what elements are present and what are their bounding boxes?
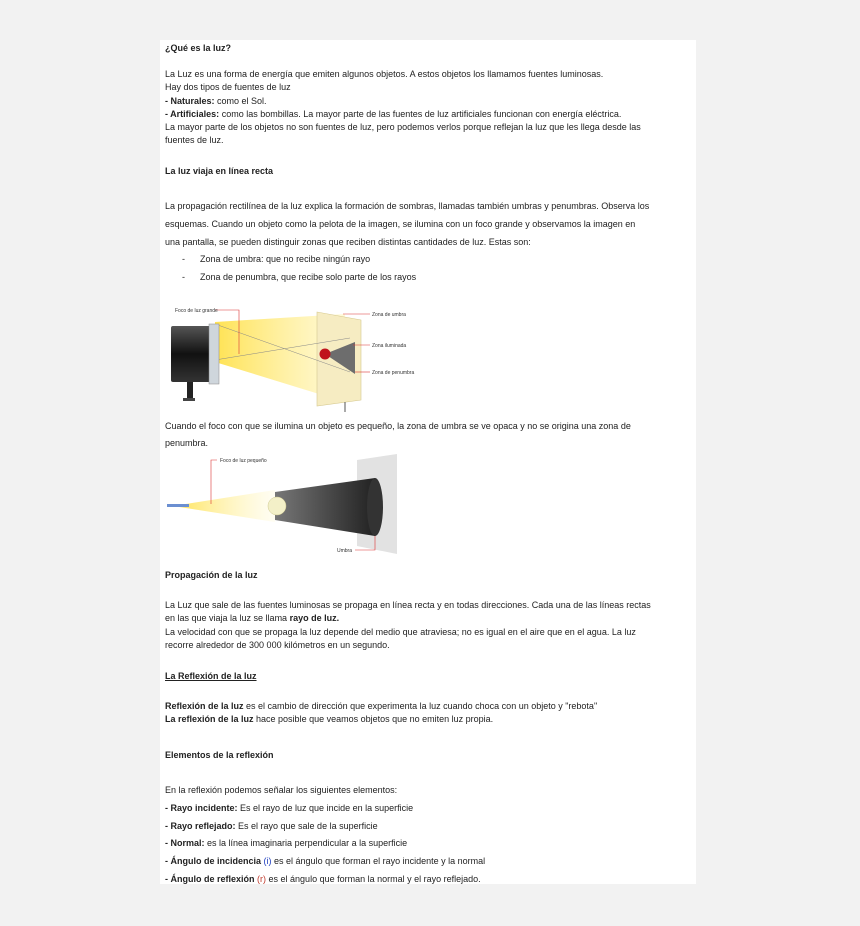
angulo-reflexion-symbol: (r) <box>257 874 267 884</box>
naturales-line <box>165 96 267 107</box>
label-foco-pequeno: Foco de luz pequeño <box>220 458 267 464</box>
heading-propagacion: Propagación de la luz <box>165 570 258 580</box>
page-title: ¿Qué es la luz? <box>165 43 232 53</box>
intro-types: Hay dos tipos de fuentes de luz <box>165 82 291 92</box>
artificiales-line <box>165 109 621 120</box>
intro-paragraph-3a: La mayor parte de los objetos no son fuentes de luz, pero podemos verlos porque reflejan la luz que les llega desde las <box>165 122 641 132</box>
small-lamp <box>167 504 189 507</box>
rayo-de-luz-term: rayo de luz. <box>289 613 340 623</box>
heading-elementos: Elementos de la reflexión <box>165 750 274 760</box>
reflexion-paragraph-1 <box>165 701 597 712</box>
normal-term: - Normal: <box>165 838 205 848</box>
elemento-angulo-reflexion <box>165 874 481 884</box>
document-page <box>160 40 696 884</box>
bullet-mark-2: - <box>182 272 185 282</box>
angulo-reflexion-term: - Ángulo de reflexión <box>165 874 255 884</box>
elemento-angulo-incidencia <box>165 856 485 867</box>
propagacion-paragraph-2 <box>165 613 339 624</box>
small-source-paragraph-2: penumbra. <box>165 438 209 448</box>
reflexion-paragraph-2 <box>165 714 493 725</box>
ball <box>320 349 331 360</box>
figure-large-light-source <box>165 302 425 414</box>
bullet-mark-1: - <box>182 254 185 264</box>
intro-paragraph: La Luz es una forma de energía que emiten algunos objetos. A estos objetos los llamamos fuentes luminosas. <box>165 69 604 79</box>
rayo-incidente-term: - Rayo incidente: <box>165 803 238 813</box>
umbra-shadow <box>275 478 375 536</box>
reflexion-term: Reflexión de la luz <box>165 701 244 711</box>
elemento-rayo-incidente <box>165 803 413 814</box>
figure-small-light-source <box>165 452 401 560</box>
elemento-rayo-reflejado <box>165 821 378 832</box>
heading-reflexion: La Reflexión de la luz <box>165 671 257 681</box>
rayo-incidente-text: Es el rayo de luz que incide en la superficie <box>237 803 414 813</box>
propagacion-paragraph-1: La Luz que sale de las fuentes luminosas se propaga en línea recta y en todas direcciones. Cada una de las líneas rectas <box>165 600 651 610</box>
angulo-incidencia-symbol: (i) <box>263 856 272 866</box>
label-zona-penumbra: Zona de penumbra <box>372 370 415 376</box>
reflexion-term-2: La reflexión de la luz <box>165 714 254 724</box>
bullet-umbra: Zona de umbra: que no recibe ningún rayo <box>200 254 371 264</box>
naturales-label: - Naturales: <box>165 96 215 106</box>
reflexion-text-2: hace posible que veamos objetos que no emiten luz propia. <box>253 714 494 724</box>
propagacion-text: en las que viaja la luz se llama <box>165 613 290 623</box>
lamp-body <box>171 326 211 382</box>
angulo-incidencia-text: es el ángulo que forman el rayo incidente y la normal <box>271 856 486 866</box>
rayo-reflejado-text: Es el rayo que sale de la superficie <box>235 821 378 831</box>
elementos-intro: En la reflexión podemos señalar los siguientes elementos: <box>165 785 398 795</box>
recta-paragraph-1: La propagación rectilínea de la luz explica la formación de sombras, llamadas también umbras y penumbras. Observa los <box>165 201 650 211</box>
intro-paragraph-3b: fuentes de luz. <box>165 135 224 145</box>
heading-linea-recta: La luz viaja en línea recta <box>165 166 274 176</box>
artificiales-label: - Artificiales: <box>165 109 220 119</box>
propagacion-paragraph-3: La velocidad con que se propaga la luz depende del medio que atraviesa; no es igual en el aire que en el agua. La luz <box>165 627 636 637</box>
label-zona-umbra: Zona de umbra <box>372 312 406 318</box>
lamp-lens <box>209 324 219 384</box>
reflexion-definition: es el cambio de dirección que experimenta la luz cuando choca con un objeto y "rebota" <box>243 701 598 711</box>
normal-text: es la línea imaginaria perpendicular a la superficie <box>204 838 408 848</box>
rayo-reflejado-term: - Rayo reflejado: <box>165 821 236 831</box>
propagacion-paragraph-4: recorre alrededor de 300 000 kilómetros en un segundo. <box>165 640 390 650</box>
angulo-incidencia-term: - Ángulo de incidencia <box>165 856 262 866</box>
label-umbra: Umbra <box>337 548 353 554</box>
elemento-normal <box>165 838 407 849</box>
bullet-penumbra: Zona de penumbra, que recibe solo parte de los rayos <box>200 272 417 282</box>
naturales-text: como el Sol. <box>214 96 267 106</box>
recta-paragraph-3: una pantalla, se pueden distinguir zonas que reciben distintas cantidades de luz. Estas son: <box>165 237 531 247</box>
artificiales-text: como las bombillas. La mayor parte de las fuentes de luz artificiales funcionan con energía eléctrica. <box>219 109 622 119</box>
ball-2 <box>268 497 286 515</box>
label-foco-grande: Foco de luz grande <box>175 308 218 314</box>
recta-paragraph-2: esquemas. Cuando un objeto como la pelota de la imagen, se ilumina con un foco grande y observamos la imagen en <box>165 219 636 229</box>
angulo-reflexion-text: es el ángulo que forman la normal y el rayo reflejado. <box>266 874 481 884</box>
label-zona-iluminada: Zona iluminada <box>372 343 407 349</box>
small-source-paragraph-1: Cuando el foco con que se ilumina un objeto es pequeño, la zona de umbra se ve opaca y no se origina una zona de <box>165 421 631 431</box>
